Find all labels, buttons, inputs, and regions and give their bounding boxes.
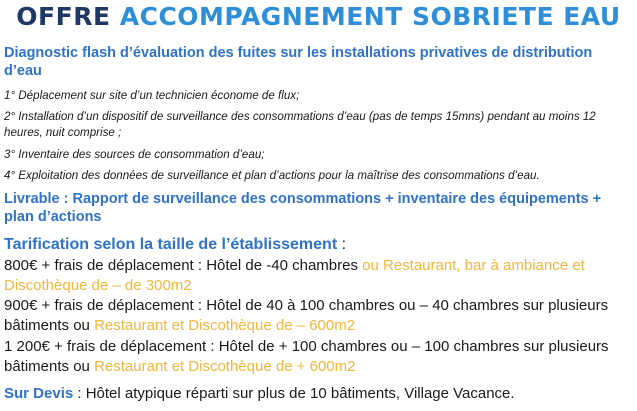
- tarif-tier-1200-text: 1 200€ + frais de déplacement : Hôtel de + 100 chambres ou – 100 chambres sur plusieurs bâtiments ou: [4, 338, 609, 375]
- tarif-tier-800: [4, 256, 632, 296]
- step-item-4: 4° Exploitation des données de surveillance et plan d’actions pour la maîtrise des consommations d’eau.: [4, 169, 540, 182]
- title-part-accompagnement: ACCOMPAGNEMENT SOBRIETE EAU: [119, 2, 621, 31]
- title-part-offre: OFFRE: [16, 2, 111, 31]
- tarification-heading-colon: :: [337, 236, 347, 253]
- tarif-tier-900-text: 900€ + frais de déplacement : Hôtel de 40 à 100 chambres ou – 40 chambres sur plusieurs bâtiments ou: [4, 297, 609, 334]
- tarif-tier-1200: [4, 337, 632, 377]
- step-item-1: 1° Déplacement sur site d’un technicien économe de flux;: [4, 89, 300, 102]
- livrable-text: Livrable : Rapport de surveillance des consommations + inventaire des équipements + plan d’actions: [4, 191, 602, 225]
- step-item-3: 3° Inventaire des sources de consommation d’eau;: [4, 148, 265, 161]
- tarif-tier-900: [4, 296, 632, 336]
- devis-line: [4, 384, 632, 404]
- tarif-tier-1200-highlight: Restaurant et Discothèque de + 600m2: [94, 358, 356, 375]
- tarif-tier-800-text: 800€ + frais de déplacement : Hôtel de -40 chambres: [4, 257, 363, 274]
- devis-label: Sur Devis: [4, 385, 74, 402]
- tarif-tier-900-highlight: Restaurant et Discothèque de – 600m2: [94, 317, 356, 334]
- step-item-2: 2° Installation d’un dispositif de surveillance des consommations d’eau (pas de temps 15mns) pendant au moins 12 heures, nuit comprise ;: [4, 110, 596, 139]
- tarif-tier-800-highlight: ou Restaurant, bar à ambiance et Discothèque de – de 300m2: [4, 257, 585, 294]
- diagnostic-heading: Diagnostic flash d’évaluation des fuites sur les installations privatives de distribution d’eau: [4, 45, 593, 79]
- devis-text: : Hôtel atypique réparti sur plus de 10 bâtiments, Village Vacance.: [73, 385, 515, 402]
- page-title: [0, 2, 637, 31]
- tarification-heading-label: Tarification selon la taille de l’établissement: [4, 236, 338, 253]
- tarification-heading: [4, 235, 632, 255]
